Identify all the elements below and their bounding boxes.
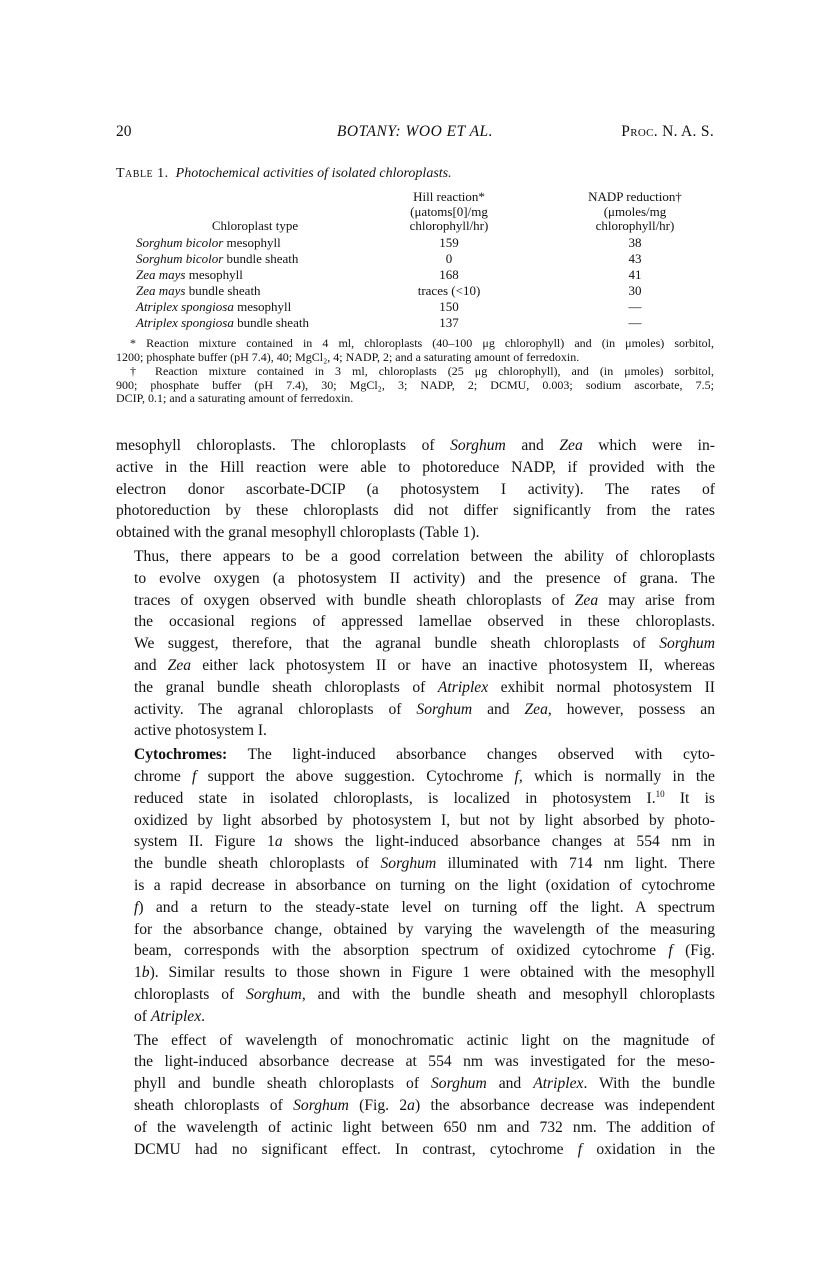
row-hill-value: traces (<10) — [417, 283, 481, 298]
row-nadp-value: 30 — [628, 283, 642, 298]
table-row — [0, 235, 816, 251]
row-chloroplast-type: Atriplex spongiosa bundle sheath — [136, 315, 309, 330]
running-header — [116, 123, 714, 145]
column-header-nadp: NADP reduction† (μmoles/mg chlorophyll/hr) — [588, 189, 682, 233]
row-nadp-value: — — [628, 315, 642, 330]
row-chloroplast-type: Atriplex spongiosa mesophyll — [136, 299, 292, 314]
row-nadp-value: 41 — [628, 267, 642, 282]
page-number: 20 — [116, 123, 132, 140]
table-row — [0, 283, 816, 299]
row-chloroplast-type: Sorghum bicolor mesophyll — [136, 235, 281, 250]
body-text — [116, 435, 715, 1160]
table-footnote-nadp: † Reaction mixture contained in 3 ml, chloroplasts (25 μg chlorophyll), and (in μmoles) sorbitol, 900; phosphate buffer (pH 7.4), 30; MgCl₂, 3; NADP, 2; DCMU, 0.003; sodium ascorbate, 7.5; DCIP, 0.1; and a saturating amount of ferredoxin. — [116, 364, 714, 406]
row-hill-value: 0 — [445, 251, 453, 266]
paragraph-cytochromes: Cytochromes: The light-induced absorbance changes observed with cyto- chrome f support the above suggestion. Cytochrome f, which is normally in the reduced state in isolated chloroplasts, is localized in photosystem I.$^{10}$ It is oxidized by light absorbed by photosystem I, but not by light absorbed by photo- system II. Figure 1a shows the light-induced absorbance changes at 554 nm in the bundle sheath chloroplasts of Sorghum illuminated with 714 nm light. There is a rapid decrease in absorbance on turning on the light (oxidation of cytochrome f) and a return to the steady-state level on turning off the light. A spectrum for the absorbance change, obtained by varying the wavelength of the measuring beam, corresponds with the absorption spectrum of oxidized cytochrome f (Fig. 1b). Similar results to those shown in Figure 1 were obtained with the mesophyll chloroplasts of Sorghum, and with the bundle sheath and mesophyll chloroplasts of Atriplex. — [134, 746, 715, 1025]
table-row — [0, 267, 816, 283]
section-heading: Cytochromes: — [134, 746, 228, 764]
row-nadp-value: 43 — [628, 251, 642, 266]
row-hill-value: 150 — [439, 299, 459, 314]
paragraph: Thus, there appears to be a good correlation between the ability of chloroplasts to evolve oxygen (a photosystem II activity) and the presence of grana. The traces of oxygen observed with bundle sheath chloroplasts of Zea may arise from the occasional regions of appressed lamellae observed in these chloroplasts. We suggest, therefore, that the agranal bundle sheath chloroplasts of Sorghum and Zea either lack photosystem II or have an inactive photosystem II, whereas the granal bundle sheath chloroplasts of Atriplex exhibit normal photosystem II activity. The agranal chloroplasts of Sorghum and Zea, however, possess an active photosystem I. — [134, 547, 715, 740]
journal-name: Proc. N. A. S. — [621, 123, 714, 140]
table-row — [0, 315, 816, 331]
paragraph: mesophyll chloroplasts. The chloroplasts of Sorghum and Zea which were in- active in the Hill reaction were able to photoreduce NADP, if provided with the electron donor ascorbate-DCIP (a photosystem I activity). The rates of photoreduction by these chloroplasts did not differ significantly from the rates obtained with the granal mesophyll chloroplasts (Table 1). — [116, 437, 715, 542]
column-header-hill: Hill reaction* (μatoms[0]/mg chlorophyll/hr) — [409, 189, 489, 233]
row-chloroplast-type: Sorghum bicolor bundle sheath — [136, 251, 299, 266]
running-title: BOTANY: WOO ET AL. — [336, 123, 494, 140]
table-label: Table 1. — [116, 166, 169, 181]
column-header-type: Chloroplast type — [211, 218, 299, 233]
table-row — [0, 251, 816, 267]
table-title: Photochemical activities of isolated chloroplasts. — [175, 166, 452, 181]
table-row — [0, 299, 816, 315]
row-hill-value: 159 — [439, 235, 459, 250]
table-footnote-hill: * Reaction mixture contained in 4 ml, chloroplasts (40–100 μg chlorophyll) and (in μmoles) sorbitol, 1200; phosphate buffer (pH 7.4), 40; MgCl₂, 4; NADP, 2; and a saturating amount of ferredoxin. — [116, 336, 714, 364]
table-caption — [116, 166, 452, 182]
row-nadp-value: 38 — [628, 235, 642, 250]
row-hill-value: 137 — [439, 315, 459, 330]
row-chloroplast-type: Zea mays mesophyll — [136, 267, 243, 282]
paragraph: The effect of wavelength of monochromatic actinic light on the magnitude of the light-induced absorbance decrease at 554 nm was investigated for the meso- phyll and bundle sheath chloroplasts of Sorghum and Atriplex. With the bundle sheath chloroplasts of Sorghum (Fig. 2a) the absorbance decrease was independent of the wavelength of actinic light between 650 nm and 732 nm. The addition of DCMU had no significant effect. In contrast, cytochrome f oxidation in the — [134, 1031, 716, 1158]
row-nadp-value: — — [628, 299, 642, 314]
row-hill-value: 168 — [439, 267, 459, 282]
row-chloroplast-type: Zea mays bundle sheath — [136, 283, 261, 298]
